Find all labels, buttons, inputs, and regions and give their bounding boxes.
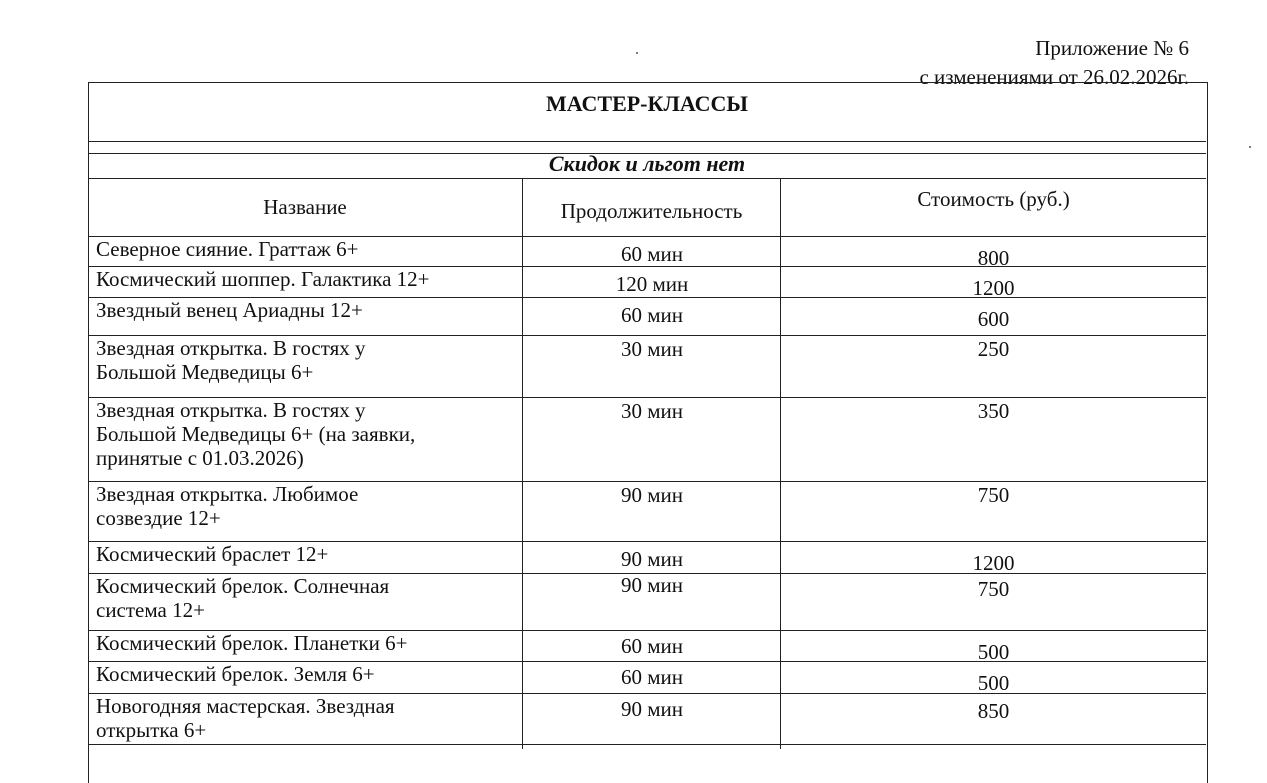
row-price: 600 [977,307,1010,331]
row-name-line: Звездный венец Ариадны 12+ [96,298,363,322]
row-name-line: Звездная открытка. В гостях у [96,336,366,360]
row-price: 750 [977,577,1010,601]
column-header-duration: Продолжительность [560,199,743,223]
row-price: 750 [977,483,1010,507]
table-divider [88,178,1206,179]
table-divider [88,141,1206,142]
appendix-number: Приложение № 6 [1035,36,1189,60]
table-subtitle: Скидок и льгот нет [548,151,746,176]
scan-speck [636,52,638,54]
row-duration: 60 мин [620,303,683,327]
row-name-line: созвездие 12+ [96,506,221,530]
table-title: МАСТЕР-КЛАССЫ [545,91,749,116]
row-duration: 60 мин [620,634,683,658]
row-name-line: Космический брелок. Планетки 6+ [96,631,408,655]
row-duration: 30 мин [620,399,683,423]
row-name [96,398,516,470]
row-duration: 90 мин [620,573,683,597]
row-price: 1200 [972,276,1015,300]
row-duration: 60 мин [620,665,683,689]
row-name [96,542,516,566]
row-name [96,662,516,686]
row-name-line: открытка 6+ [96,718,207,742]
column-header-name: Название [263,195,347,219]
row-divider [88,744,1206,745]
row-price: 250 [977,337,1010,361]
row-name-line: Космический брелок. Земля 6+ [96,662,375,686]
scan-speck [1249,146,1251,148]
row-duration: 90 мин [620,483,683,507]
row-name [96,631,516,655]
row-price: 800 [977,246,1010,270]
row-name-line: Звездная открытка. В гостях у [96,398,366,422]
row-name-line: Новогодняя мастерская. Звездная [96,694,395,718]
row-name-line: Звездная открытка. Любимое [96,482,359,506]
row-name-line: система 12+ [96,598,205,622]
row-price: 1200 [972,551,1015,575]
row-name-line: принятые с 01.03.2026) [96,446,304,470]
row-duration: 60 мин [620,242,683,266]
row-name-line: Космический браслет 12+ [96,542,329,566]
row-name [96,237,516,261]
row-duration: 90 мин [620,697,683,721]
row-name-line: Космический брелок. Солнечная [96,574,390,598]
row-name [96,694,516,742]
row-name-line: Северное сияние. Граттаж 6+ [96,237,359,261]
changes-date-note: с изменениями от 26.02.2026г. [919,65,1189,89]
row-duration: 30 мин [620,337,683,361]
row-price: 850 [977,699,1010,723]
row-name [96,482,516,530]
row-duration: 120 мин [615,272,689,296]
row-price: 350 [977,399,1010,423]
row-name-line: Большой Медведицы 6+ [96,360,314,384]
column-header-price: Стоимость (руб.) [917,187,1070,211]
row-duration: 90 мин [620,547,683,571]
row-price: 500 [977,671,1010,695]
row-name [96,298,516,322]
row-name-line: Большой Медведицы 6+ (на заявки, [96,422,416,446]
row-name [96,336,516,384]
row-name [96,574,516,622]
row-price: 500 [977,640,1010,664]
row-name-line: Космический шоппер. Галактика 12+ [96,267,430,291]
row-name [96,267,516,291]
